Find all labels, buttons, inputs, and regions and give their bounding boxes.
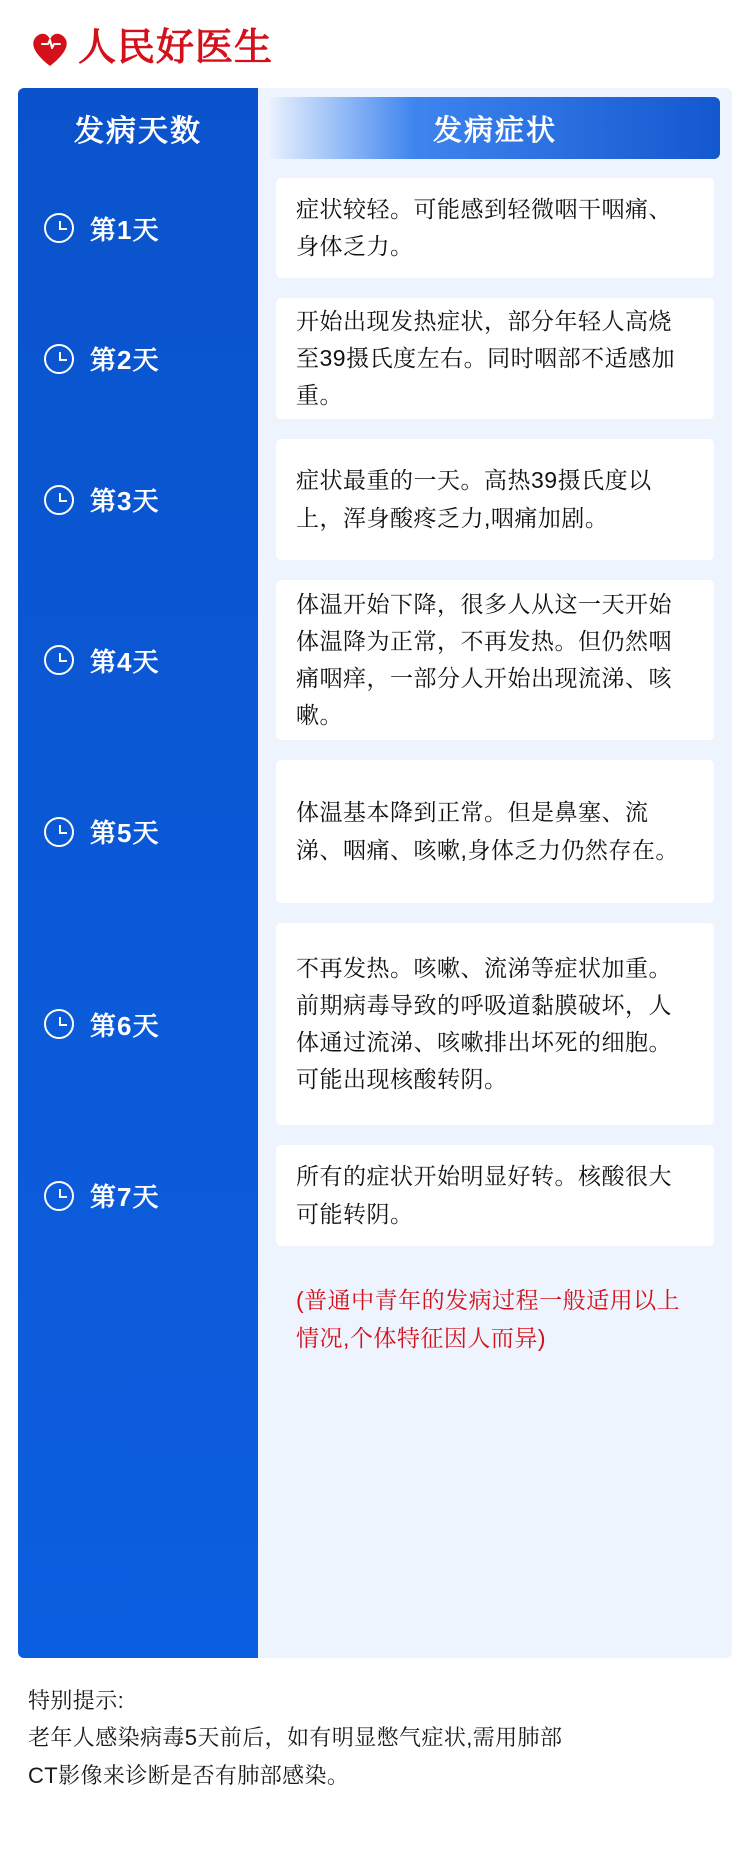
symptom-card: 症状较轻。可能感到轻微咽干咽痛、身体乏力。 xyxy=(276,178,714,278)
footer-title: 特别提示: xyxy=(28,1688,125,1713)
symptom-card: 不再发热。咳嗽、流涕等症状加重。前期病毒导致的呼吸道黏膜破坏，人体通过流涕、咳嗽排出坏死的细胞。可能出现核酸转阴。 xyxy=(276,923,714,1125)
day-label: 第7天 xyxy=(90,1182,160,1212)
table-row xyxy=(18,429,258,570)
clock-icon xyxy=(44,213,74,243)
brand-logo xyxy=(28,22,273,74)
header-symptom-wrap xyxy=(258,88,732,168)
clock-icon xyxy=(44,485,74,515)
table-left-column xyxy=(18,88,258,1658)
table-row xyxy=(18,913,258,1135)
day-label: 第6天 xyxy=(90,1010,160,1041)
table-row xyxy=(18,1135,258,1256)
symptom-note: (普通中青年的发病过程一般适用以上情况,个体特征因人而异) xyxy=(276,1272,714,1367)
brand-name: 人民好医生 xyxy=(78,27,274,69)
day-label: 第2天 xyxy=(90,345,160,375)
header-symptom: 发病症状 xyxy=(270,97,720,159)
table-row xyxy=(18,168,258,288)
day-label: 第1天 xyxy=(90,214,160,245)
footer-line-2: CT影像来诊断是否有肺部感染。 xyxy=(28,1762,350,1788)
day-label: 第4天 xyxy=(90,646,160,677)
symptom-card: 症状最重的一天。高热39摄氏度以上，浑身酸疼乏力,咽痛加剧。 xyxy=(276,439,714,560)
clock-icon xyxy=(44,344,74,374)
table-row xyxy=(18,570,258,750)
clock-icon xyxy=(44,1009,74,1039)
day-label: 第3天 xyxy=(90,486,160,516)
table-row xyxy=(18,288,258,429)
day-label: 第5天 xyxy=(90,818,160,848)
footer-line-1: 老年人感染病毒5天前后，如有明显憋气症状,需用肺部 xyxy=(28,1725,563,1751)
clock-icon xyxy=(44,817,74,847)
table-right-column xyxy=(258,88,732,1658)
heart-logo-icon xyxy=(28,26,72,70)
header-day-count: 发病天数 xyxy=(74,115,202,148)
symptom-card: 开始出现发热症状，部分年轻人高烧至39摄氏度左右。同时咽部不适感加重。 xyxy=(276,298,714,419)
clock-icon xyxy=(44,1181,74,1211)
symptom-table xyxy=(18,88,732,1658)
clock-icon xyxy=(44,645,74,675)
symptom-card: 体温开始下降，很多人从这一天开始体温降为正常，不再发热。但仍然咽痛咽痒，一部分人开始出现流涕、咳嗽。 xyxy=(276,580,714,740)
symptom-card: 体温基本降到正常。但是鼻塞、流涕、咽痛、咳嗽,身体乏力仍然存在。 xyxy=(276,760,714,903)
table-row xyxy=(18,750,258,913)
footer-notice xyxy=(28,1682,718,1794)
symptom-card: 所有的症状开始明显好转。核酸很大可能转阴。 xyxy=(276,1145,714,1246)
